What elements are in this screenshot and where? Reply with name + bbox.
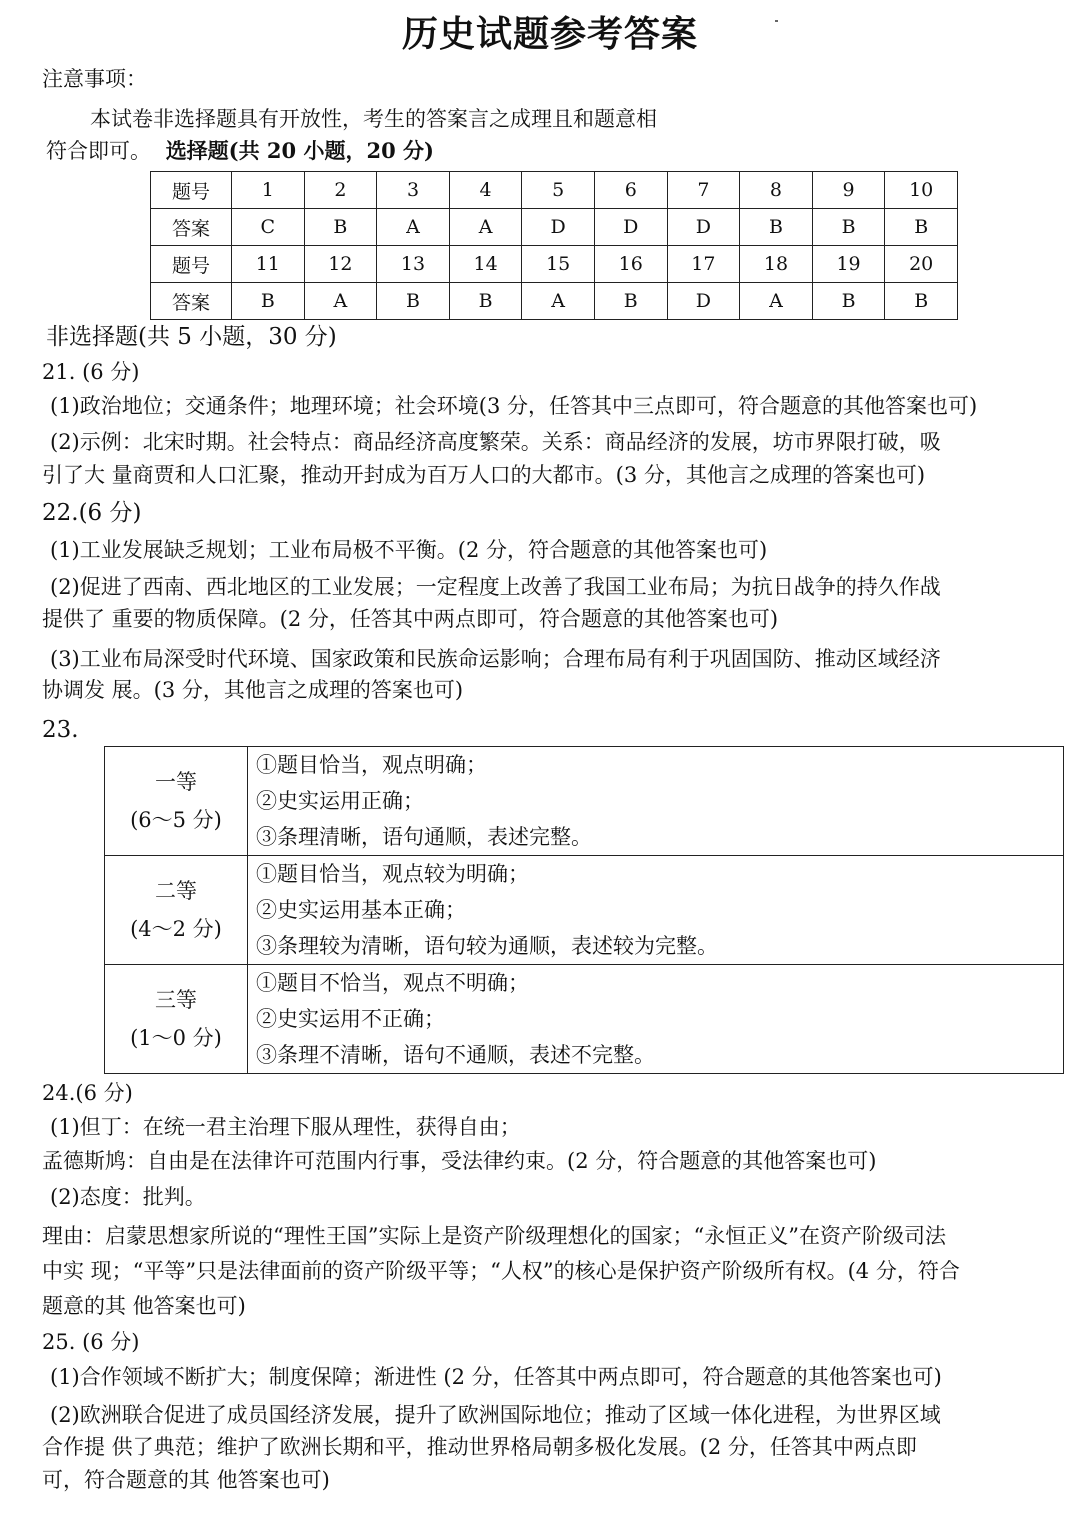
q22-line: (1)工业发展缺乏规划；工业布局极不平衡。(2 分，符合题意的其他答案也可) — [50, 538, 768, 562]
grade-score: (6～5 分) — [130, 808, 222, 832]
non-mc-section-heading: 非选择题(共 5 小题，30 分) — [46, 324, 337, 350]
grade-level-cell — [105, 856, 248, 965]
notice-line-2-prefix: 符合即可。 — [46, 139, 151, 163]
grade-level: 二等 — [155, 879, 197, 903]
q-number-cell: 20 — [885, 246, 958, 283]
q-number-cell: 7 — [667, 172, 740, 209]
criterion: ③条理不清晰，语句不通顺，表述不完整。 — [256, 1043, 655, 1067]
q-number-cell: 16 — [594, 246, 667, 283]
q24-line: 中实 现；“平等”只是法律面前的资产阶级平等；“人权”的核心是保护资产阶级所有权。(4 分，符合 — [42, 1259, 960, 1283]
answer-table-row — [151, 172, 958, 209]
q24-line: (2)态度：批判。 — [50, 1185, 206, 1209]
grade-criteria-cell — [248, 856, 1064, 965]
q-number-cell: 9 — [812, 172, 885, 209]
mc-section-heading: 选择题(共 20 小题，20 分) — [165, 138, 434, 163]
row-label-number: 题号 — [151, 172, 232, 209]
answer-cell: B — [885, 283, 958, 320]
q25-line: 合作提 供了典范；维护了欧洲长期和平，推动世界格局朝多极化发展。(2 分，任答其中两点即 — [42, 1435, 917, 1459]
q24-line: 孟德斯鸠：自由是在法律许可范围内行事，受法律约束。(2 分，符合题意的其他答案也可) — [42, 1149, 877, 1173]
answer-cell: D — [594, 209, 667, 246]
q-number-cell: 18 — [740, 246, 813, 283]
q-number-cell: 10 — [885, 172, 958, 209]
notice-heading: 注意事项： — [42, 67, 147, 91]
grading-table — [104, 746, 1064, 1074]
grade-level: 三等 — [155, 988, 197, 1012]
q22-line: (3)工业布局深受时代环境、国家政策和民族命运影响；合理布局有利于巩固国防、推动区域经济 — [50, 647, 941, 671]
answer-cell: D — [667, 209, 740, 246]
answer-table-row — [151, 283, 958, 320]
answer-cell: A — [449, 209, 522, 246]
q23-heading: 23. — [42, 717, 79, 743]
answer-cell: B — [232, 283, 305, 320]
q24-line: 题意的其 他答案也可) — [42, 1294, 246, 1318]
criterion: ①题目恰当，观点明确； — [256, 753, 487, 777]
q-number-cell: 6 — [594, 172, 667, 209]
answer-cell: A — [522, 283, 595, 320]
q24-heading: 24.(6 分) — [42, 1081, 133, 1105]
grade-row — [105, 856, 1064, 965]
q-number-cell: 12 — [304, 246, 377, 283]
q25-line: (2)欧洲联合促进了成员国经济发展，提升了欧洲国际地位；推动了区域一体化进程，为世界区域 — [50, 1403, 941, 1427]
grade-level-cell — [105, 965, 248, 1074]
grade-level: 一等 — [155, 770, 197, 794]
answer-cell: B — [812, 209, 885, 246]
answer-cell: B — [740, 209, 813, 246]
q-number-cell: 14 — [449, 246, 522, 283]
q-number-cell: 5 — [522, 172, 595, 209]
criterion: ③条理清晰，语句通顺，表述完整。 — [256, 825, 592, 849]
answer-cell: A — [304, 283, 377, 320]
q22-line: 协调发 展。(3 分，其他言之成理的答案也可) — [42, 678, 464, 702]
grade-score: (1～0 分) — [130, 1026, 222, 1050]
answer-cell: D — [522, 209, 595, 246]
answer-cell: B — [449, 283, 522, 320]
row-label-answer: 答案 — [151, 283, 232, 320]
grade-criteria-cell — [248, 747, 1064, 856]
q-number-cell: 19 — [812, 246, 885, 283]
grade-criteria-cell — [248, 965, 1064, 1074]
q22-line: (2)促进了西南、西北地区的工业发展；一定程度上改善了我国工业布局；为抗日战争的持久作战 — [50, 575, 941, 599]
q22-heading: 22.(6 分) — [42, 500, 142, 526]
answer-cell: B — [377, 283, 450, 320]
q21-heading: 21. (6 分) — [42, 360, 140, 384]
answer-cell: A — [740, 283, 813, 320]
page-title: 历史试题参考答案 — [401, 13, 698, 55]
answer-cell: A — [377, 209, 450, 246]
q21-line: (1)政治地位；交通条件；地理环境；社会环境(3 分，任答其中三点即可，符合题意的其他答案也可) — [50, 394, 978, 418]
q25-heading: 25. (6 分) — [42, 1330, 140, 1354]
grade-score: (4～2 分) — [130, 917, 222, 941]
q22-line: 提供了 重要的物质保障。(2 分，任答其中两点即可，符合题意的其他答案也可) — [42, 607, 779, 631]
q-number-cell: 3 — [377, 172, 450, 209]
answer-table-row — [151, 246, 958, 283]
q-number-cell: 2 — [304, 172, 377, 209]
q-number-cell: 17 — [667, 246, 740, 283]
q-number-cell: 4 — [449, 172, 522, 209]
q-number-cell: 1 — [232, 172, 305, 209]
grade-row — [105, 965, 1064, 1074]
notice-line-1: 本试卷非选择题具有开放性，考生的答案言之成理且和题意相 — [90, 107, 657, 131]
q-number-cell: 15 — [522, 246, 595, 283]
q24-line: 理由：启蒙思想家所说的“理性王国”实际上是资产阶级理想化的国家；“永恒正义”在资产阶级司法 — [42, 1224, 946, 1248]
q-number-cell: 11 — [232, 246, 305, 283]
answer-table — [150, 171, 958, 320]
q25-line: (1)合作领域不断扩大；制度保障；渐进性 (2 分，任答其中两点即可，符合题意的其他答案也可) — [50, 1365, 942, 1389]
speck-mark — [775, 20, 778, 22]
answer-cell: B — [812, 283, 885, 320]
q-number-cell: 13 — [377, 246, 450, 283]
answer-cell: B — [594, 283, 667, 320]
criterion: ②史实运用基本正确； — [256, 898, 466, 922]
q-number-cell: 8 — [740, 172, 813, 209]
notice-line-2 — [46, 136, 434, 166]
row-label-answer: 答案 — [151, 209, 232, 246]
row-label-number: 题号 — [151, 246, 232, 283]
criterion: ③条理较为清晰，语句较为通顺，表述较为完整。 — [256, 934, 718, 958]
answer-cell: B — [885, 209, 958, 246]
criterion: ②史实运用不正确； — [256, 1007, 445, 1031]
answer-table-row — [151, 209, 958, 246]
q21-line: 引了大 量商贾和人口汇聚，推动开封成为百万人口的大都市。(3 分，其他言之成理的答案也可) — [42, 463, 926, 487]
answer-cell: B — [304, 209, 377, 246]
answer-cell: D — [667, 283, 740, 320]
q25-line: 可，符合题意的其 他答案也可) — [42, 1468, 330, 1492]
q24-line: (1)但丁：在统一君主治理下服从理性，获得自由； — [50, 1115, 521, 1139]
grade-level-cell — [105, 747, 248, 856]
criterion: ①题目恰当，观点较为明确； — [256, 862, 529, 886]
criterion: ①题目不恰当，观点不明确； — [256, 971, 529, 995]
q21-line: (2)示例：北宋时期。社会特点：商品经济高度繁荣。关系：商品经济的发展，坊市界限打破，吸 — [50, 430, 941, 454]
criterion: ②史实运用正确； — [256, 789, 424, 813]
grade-row — [105, 747, 1064, 856]
answer-cell: C — [232, 209, 305, 246]
